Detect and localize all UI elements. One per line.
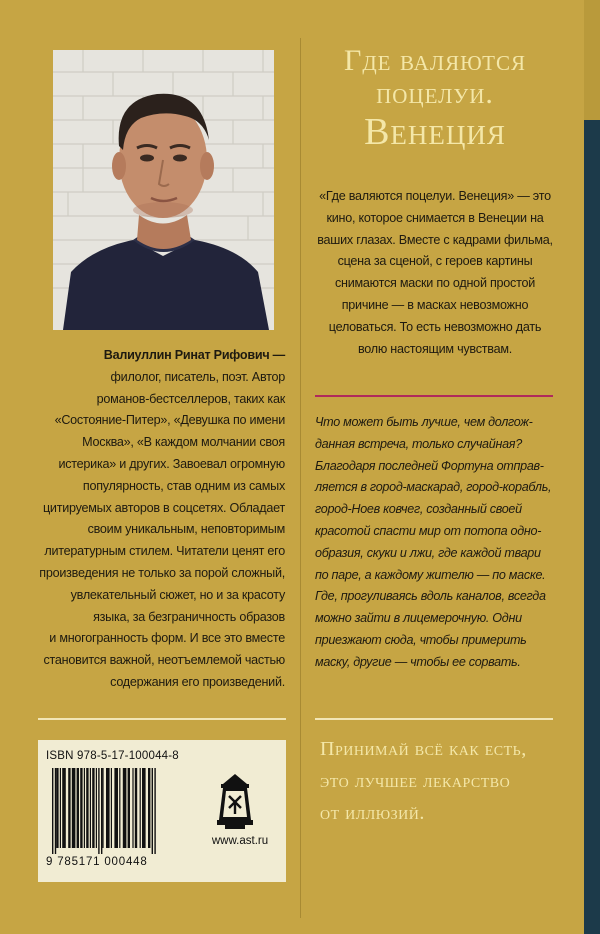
divider-rule-accent <box>315 395 553 397</box>
author-bio <box>30 345 285 694</box>
spine-dark-band <box>584 120 600 934</box>
bio-line: содержания его произведений. <box>110 674 285 689</box>
quote-line: приезжают сюда, чтобы примерить <box>315 632 527 647</box>
author-portrait <box>53 50 274 330</box>
desc-line: «Где валяются поцелуи. Венеция» — это <box>319 189 551 203</box>
quote-line: Где, прогуливаясь вдоль каналов, всегда <box>315 589 546 604</box>
motto-line: Принимай всё как есть, <box>320 738 527 760</box>
spine-edge <box>584 0 600 934</box>
bio-line: цитируемых авторов в соцсетях. Обладает <box>42 500 285 515</box>
bio-line: истерика» и других. Завоевал огромную <box>58 456 285 471</box>
quote-line: образия, скуки и лжи, где каждой твари <box>315 545 541 560</box>
quote-line: можно зайти в лицемерочную. Одни <box>315 611 522 626</box>
publisher-site: www.ast.ru <box>211 835 269 847</box>
motto <box>320 733 560 829</box>
book-description <box>315 186 555 360</box>
title-line-1: Где валяются <box>344 44 526 77</box>
quote-line: Благодаря последней Фортуна отправ- <box>315 458 544 473</box>
bio-line: увлекательный сюжет, но и за красоту <box>70 587 285 602</box>
book-excerpt <box>315 412 555 674</box>
title-line-3: Венеция <box>364 111 506 153</box>
bio-line: произведения не только за порой сложный, <box>39 565 285 580</box>
bio-line: литературным стилем. Читатели ценят его <box>44 544 285 559</box>
barcode-icon <box>46 768 196 854</box>
author-name: Валиуллин Ринат Рифович — <box>103 348 285 362</box>
divider-rule-left <box>38 718 286 720</box>
desc-line: целоваться. То есть невозможно дать <box>328 319 542 334</box>
lantern-logo-icon <box>213 772 257 830</box>
bio-line: «Состояние-Питер», «Девушка по имени <box>54 413 285 428</box>
bio-line: и многогранность форм. И все это вместе <box>49 631 285 646</box>
column-divider <box>300 38 301 918</box>
bio-line: своим уникальным, неповторимым <box>87 522 285 537</box>
motto-line: это лучшее лекарство <box>320 770 511 792</box>
desc-line: ваших глазах. Вместе с кадрами фильма, <box>317 232 553 247</box>
quote-line: красотой спасти мир от потопа одно- <box>315 523 542 538</box>
motto-line: от иллюзий. <box>320 802 425 824</box>
desc-line: причине — в масках невозможно <box>341 297 529 312</box>
bio-line: Москва», «В каждом молчании своя <box>82 435 285 450</box>
author-photo <box>53 50 274 330</box>
ean-number: 9 785171 000448 <box>46 856 148 868</box>
quote-line: Что может быть лучше, чем долгож- <box>315 415 533 429</box>
quote-line: маску, другие — чтобы ее сорвать. <box>315 654 521 669</box>
desc-line: снимаются маски по одной простой <box>334 276 536 291</box>
desc-line: волю настоящим чувствам. <box>357 341 512 356</box>
bio-line: филолог, писатель, поэт. Автор <box>110 369 285 384</box>
quote-line: город-Ноев ковчег, созданный своей <box>315 502 522 517</box>
divider-rule-right <box>315 718 553 720</box>
desc-line: сцена за сценой, с героев картины <box>337 254 533 269</box>
bio-line: языка, за безграничность образов <box>93 609 285 624</box>
bio-line: романов-бестселлеров, таких как <box>96 391 285 406</box>
title-line-2: поцелуи. <box>376 77 494 110</box>
desc-line: кино, которое снимается в Венеции на <box>326 210 544 225</box>
quote-line: по паре, а каждому жителю — по маске. <box>315 567 546 582</box>
book-title <box>310 44 560 154</box>
quote-line: данная встреча, только случайная? <box>315 436 522 451</box>
bio-line: становится важной, неотъемлемой частью <box>43 653 285 668</box>
bio-line: популярность, став одним из самых <box>82 478 285 493</box>
isbn-text: ISBN 978-5-17-100044-8 <box>46 750 179 762</box>
quote-line: ляется в город-маскарад, город-корабль, <box>315 480 552 495</box>
